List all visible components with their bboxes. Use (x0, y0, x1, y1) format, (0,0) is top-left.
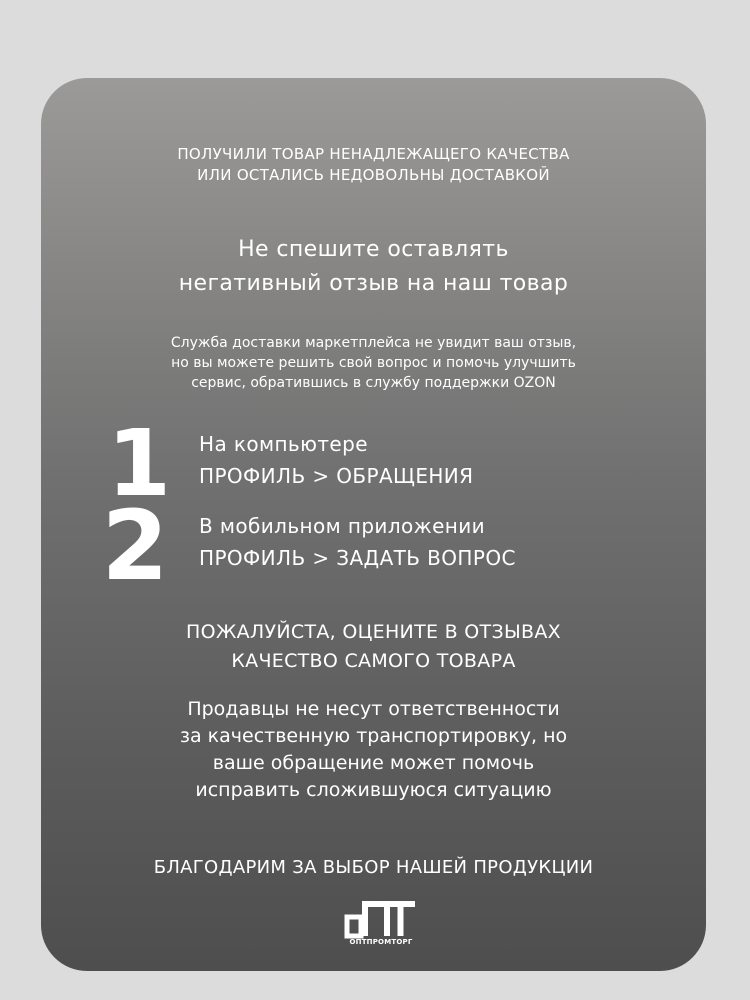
step-2-text (199, 510, 516, 574)
notice-line-1: Служба доставки маркетплейса не увидит ваш отзыв, (170, 335, 577, 351)
info-card (41, 78, 706, 971)
sellers-disclaimer (41, 696, 706, 804)
step-2-device: В мобильном приложении (199, 514, 486, 538)
step-1-path: ПРОФИЛЬ > ОБРАЩЕНИЯ (199, 464, 474, 488)
intro-line-2: ИЛИ ОСТАЛИСЬ НЕДОВОЛЬНЫ ДОСТАВКОЙ (197, 166, 550, 184)
sellers-line-1: Продавцы не несут ответственности (187, 698, 560, 720)
step-number-1: 1 (106, 410, 171, 517)
intro-line-1: ПОЛУЧИЛИ ТОВАР НЕНАДЛЕЖАЩЕГО КАЧЕСТВА (177, 145, 570, 163)
sellers-line-4: исправить сложившуюся ситуацию (195, 779, 552, 801)
intro-text (41, 144, 706, 186)
step-2-path: ПРОФИЛЬ > ЗАДАТЬ ВОПРОС (199, 546, 516, 570)
logo-mark-icon (338, 900, 424, 940)
thanks-text: БЛАГОДАРИМ ЗА ВЫБОР НАШЕЙ ПРОДУКЦИИ (153, 857, 594, 878)
headline-line-1: Не спешите оставлять (238, 237, 509, 262)
please-line-2: КАЧЕСТВО САМОГО ТОВАРА (231, 650, 516, 672)
logo-name: ОПТПРОМТОРГ (349, 938, 413, 946)
rate-quality-request (41, 618, 706, 676)
headline (41, 233, 706, 301)
please-line-1: ПОЖАЛУЙСТА, ОЦЕНИТЕ В ОТЗЫВАХ (186, 621, 561, 643)
step-number-2: 2 (101, 490, 169, 602)
notice-line-2: но вы можете решить свой вопрос и помочь улучшить (171, 355, 576, 371)
sellers-line-2: за качественную транспортировку, но (179, 725, 568, 747)
headline-line-2: негативный отзыв на наш товар (178, 271, 569, 296)
sellers-line-3: ваше обращение может помочь (212, 752, 535, 774)
step-mobile (41, 490, 706, 602)
step-1-device: На компьютере (199, 432, 368, 456)
step-1-text (199, 428, 473, 492)
notice-line-3: сервис, обратившись в службу поддержки OZON (191, 375, 556, 391)
brand-logo (338, 900, 424, 952)
support-notice (41, 333, 706, 393)
